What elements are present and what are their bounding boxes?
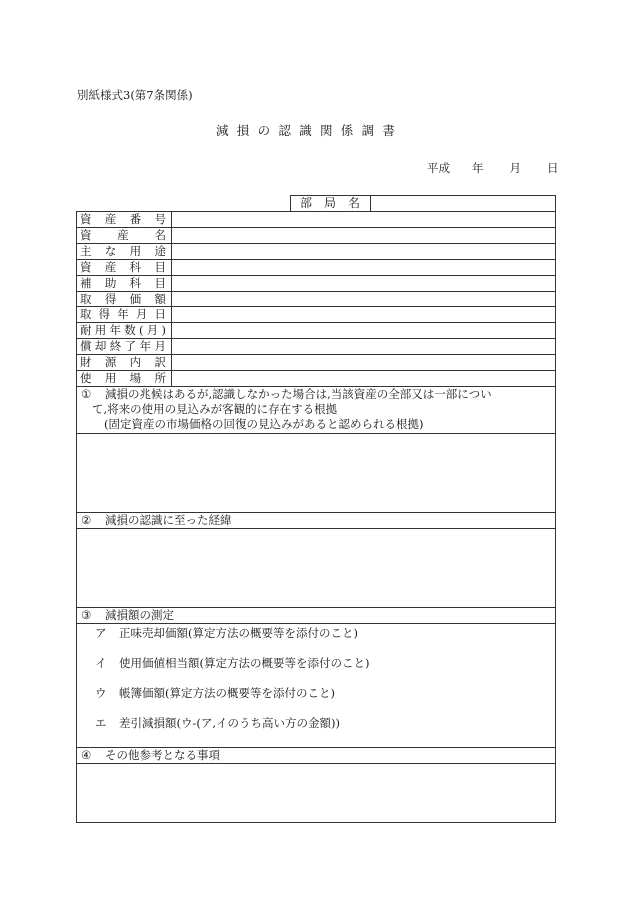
section3-number: ③ — [81, 608, 92, 622]
asset-row-label: 償 却 終 了 年 月 — [80, 339, 166, 354]
section4-number: ④ — [81, 748, 92, 762]
section3-item-text: 使用価値相当額(算定方法の概要等を添付のこと) — [119, 656, 370, 670]
section2-title: 減損の認識に至った経緯 — [105, 513, 232, 527]
date-era: 平成 — [427, 161, 450, 175]
section2-number: ② — [81, 513, 92, 527]
section2-answer-area[interactable] — [77, 529, 555, 606]
date-month-unit: 月 — [509, 161, 521, 175]
asset-row-label: 資 産 名 — [80, 227, 166, 242]
section4-answer-area[interactable] — [77, 764, 555, 822]
asset-row-value[interactable] — [176, 291, 551, 305]
asset-row-value[interactable] — [176, 259, 551, 273]
date-day-unit: 日 — [547, 161, 559, 175]
section1-text-line1: 減損の兆候はあるが,認識しなかった場合は,当該資産の全部又は一部につい — [105, 387, 492, 401]
section3-item-text: 帳簿価額(算定方法の概要等を添付のこと) — [119, 686, 335, 700]
asset-row-value[interactable] — [176, 371, 551, 385]
document-title: 減損の認識関係調書 — [216, 123, 404, 138]
section1-text-line2: て,将来の使用の見込みが客観的に存在する根拠 — [92, 402, 338, 416]
asset-row-label: 財 源 内 訳 — [80, 355, 166, 370]
asset-row-value[interactable] — [176, 212, 551, 226]
asset-row-value[interactable] — [176, 275, 551, 289]
section3-item-text: 正味売却価額(算定方法の概要等を添付のこと) — [119, 626, 358, 640]
asset-row-label: 資 産 番 号 — [80, 212, 166, 226]
asset-row-label: 資 産 科 目 — [80, 259, 166, 274]
date-line — [427, 160, 559, 176]
asset-row-value[interactable] — [176, 355, 551, 369]
section1-text-line3: (固定資産の市場価格の回復の見込みがあると認められる根拠) — [104, 417, 424, 431]
date-year-unit: 年 — [472, 161, 484, 175]
section3-item-marker: ア — [95, 626, 107, 640]
asset-row-value[interactable] — [176, 307, 551, 321]
section1-answer-area[interactable] — [77, 434, 555, 511]
asset-row-label: 補 助 科 目 — [80, 275, 166, 290]
asset-row-label: 耐 用 年 数 ( 月 ) — [80, 323, 166, 338]
asset-row-value[interactable] — [176, 323, 551, 337]
asset-row-label: 取 得 年 月 日 — [80, 307, 166, 322]
section4-title: その他参考となる事項 — [105, 748, 220, 762]
asset-row-value[interactable] — [176, 227, 551, 241]
asset-row-label: 主 な 用 途 — [80, 243, 166, 258]
section3-item-marker: ウ — [95, 686, 107, 700]
section3-item-marker: イ — [95, 656, 107, 670]
asset-row-label: 使 用 場 所 — [80, 371, 166, 385]
asset-row-label: 取 得 価 額 — [80, 291, 166, 306]
form-reference: 別紙様式3(第7条関係) — [77, 88, 193, 102]
asset-row-value[interactable] — [176, 243, 551, 257]
department-label: 部 局 名 — [300, 196, 360, 210]
section3-item-text: 差引減損額(ウ-(ア,イのうち高い方の金額)) — [119, 716, 340, 730]
section1-number: ① — [81, 387, 92, 401]
section3-title: 減損額の測定 — [105, 608, 174, 622]
asset-row-value[interactable] — [176, 339, 551, 353]
section3-item-marker: エ — [95, 716, 107, 730]
